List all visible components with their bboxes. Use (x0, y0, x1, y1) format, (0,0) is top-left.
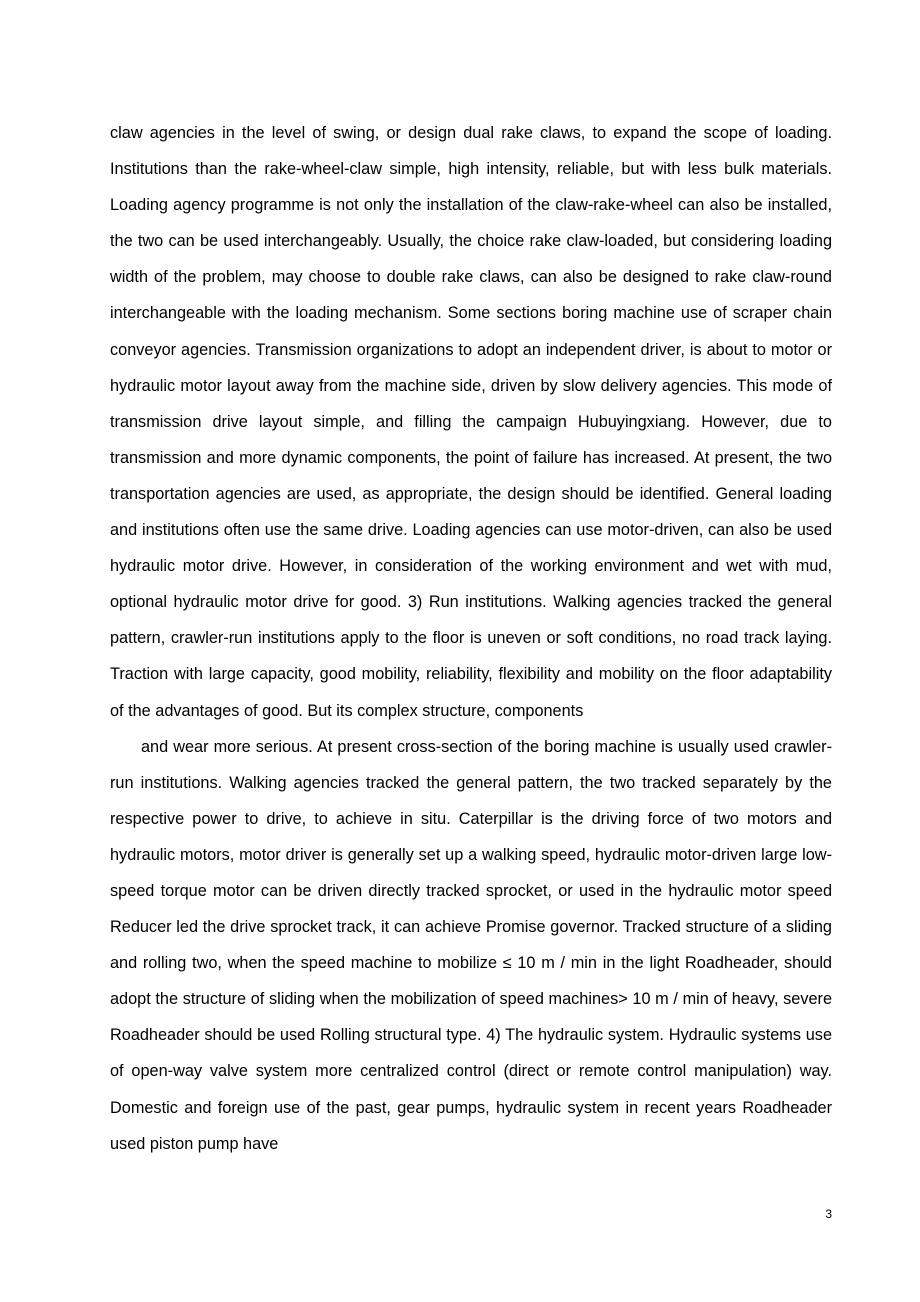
body-text (110, 115, 832, 1162)
page-number: 3 (825, 1207, 832, 1221)
paragraph-loading-and-transport: claw agencies in the level of swing, or design dual rake claws, to expand the scope of loading. Institutions than the rake-wheel-claw simple, high intensity, reliable, but with less bulk materials. Loading agency programme is not only the installation of the claw-rake-wheel can also be installed, the two can be used interchangeably. Usually, the choice rake claw-loaded, but considering loading width of the problem, may choose to double rake claws, can also be designed to rake claw-round interchangeable with the loading mechanism. Some sections boring machine use of scraper chain conveyor agencies. Transmission organizations to adopt an independent driver, is about to motor or hydraulic motor layout away from the machine side, driven by slow delivery agencies. This mode of transmission drive layout simple, and filling the campaign Hubuyingxiang. However, due to transmission and more dynamic components, the point of failure has increased. At present, the two transportation agencies are used, as appropriate, the design should be identified. General loading and institutions often use the same drive. Loading agencies can use motor-driven, can also be used hydraulic motor drive. However, in consideration of the working environment and wet with mud, optional hydraulic motor drive for good. 3) Run institutions. Walking agencies tracked the general pattern, crawler-run institutions apply to the floor is uneven or soft conditions, no road track laying. Traction with large capacity, good mobility, reliability, flexibility and mobility on the floor adaptability of the advantages of good. But its complex structure, components (110, 124, 832, 720)
paragraph-walking-and-hydraulic: and wear more serious. At present cross-section of the boring machine is usually used crawler-run institutions. Walking agencies tracked the general pattern, the two tracked separately by the respective power to drive, to achieve in situ. Caterpillar is the driving force of two motors and hydraulic motors, motor driver is generally set up a walking speed, hydraulic motor-driven large low-speed torque motor can be driven directly tracked sprocket, or used in the hydraulic motor speed Reducer led the drive sprocket track, it can achieve Promise governor. Tracked structure of a sliding and rolling two, when the speed machine to mobilize ≤ 10 m / min in the light Roadheader, should adopt the structure of sliding when the mobilization of speed machines> 10 m / min of heavy, severe Roadheader should be used Rolling structural type. 4) The hydraulic system. Hydraulic systems use of open-way valve system more centralized control (direct or remote control manipulation) way. Domestic and foreign use of the past, gear pumps, hydraulic system in recent years Roadheader used piston pump have (110, 737, 832, 1153)
